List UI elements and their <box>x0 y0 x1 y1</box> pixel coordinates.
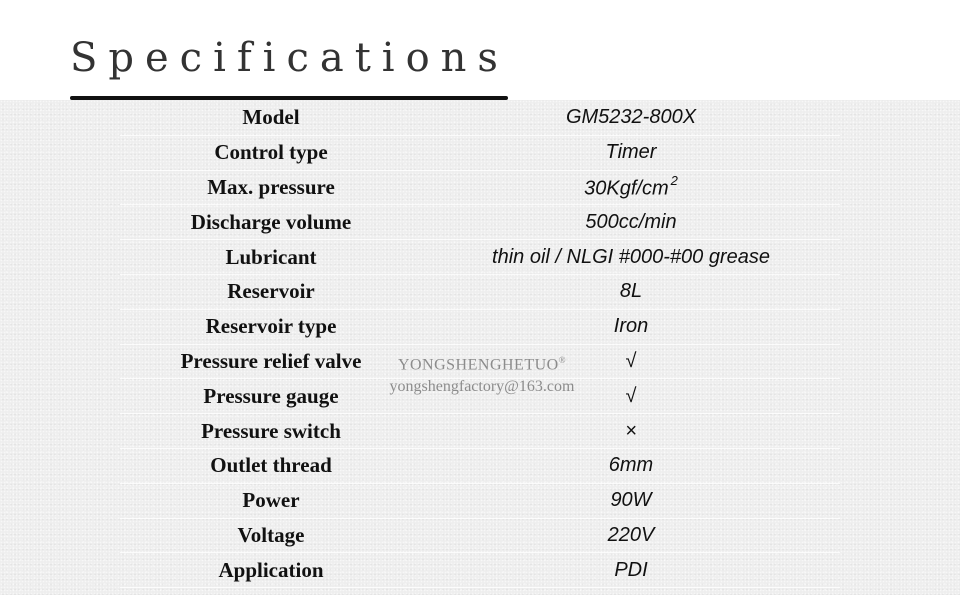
registered-mark-icon: ® <box>558 355 567 365</box>
spec-value: Timer <box>605 141 657 164</box>
spec-label: Power <box>242 488 300 513</box>
spec-label: Max. pressure <box>207 174 335 199</box>
spec-label: Pressure switch <box>201 418 341 443</box>
spec-row-voltage <box>120 519 840 554</box>
spec-row-discharge-volume <box>120 205 840 240</box>
spec-row-outlet-thread <box>120 449 840 484</box>
spec-row-pressure-switch <box>120 414 840 449</box>
spec-value: 220V <box>607 523 655 546</box>
spec-label: Reservoir <box>227 279 315 304</box>
spec-row-reservoir <box>120 275 840 310</box>
spec-label: Outlet thread <box>210 453 332 478</box>
watermark-email: yongshengfactory@163.com <box>389 378 575 396</box>
spec-label: Application <box>218 557 324 582</box>
watermark-brand <box>352 349 612 376</box>
page-title: Specifications <box>70 35 509 81</box>
spec-value-check-icon: √ <box>625 349 637 372</box>
spec-value: thin oil / NLGI #000-#00 grease <box>492 245 770 268</box>
spec-label: Voltage <box>237 522 305 547</box>
spec-row-control-type <box>120 136 840 171</box>
title-underline <box>70 96 508 100</box>
spec-label: Reservoir type <box>205 314 337 339</box>
spec-value-superscript: 2 <box>670 172 678 188</box>
spec-value: 8L <box>619 280 643 303</box>
watermark-brand-text: YONGSHENGHETUO <box>397 356 559 374</box>
spec-value: GM5232-800X <box>565 106 697 129</box>
spec-row-power <box>120 484 840 519</box>
spec-value: PDI <box>614 558 648 581</box>
spec-value: 6mm <box>608 454 654 477</box>
spec-label: Lubricant <box>225 244 317 269</box>
spec-value: 500cc/min <box>585 210 677 233</box>
spec-value-text: 30Kgf/cm <box>584 177 669 200</box>
spec-row-reservoir-type <box>120 310 840 345</box>
spec-row-model <box>120 101 840 136</box>
spec-value-cross-icon: × <box>625 419 637 442</box>
spec-label: Model <box>242 105 300 130</box>
spec-row-max-pressure <box>120 171 840 206</box>
spec-label: Pressure relief valve <box>180 348 362 373</box>
spec-label: Pressure gauge <box>203 383 339 408</box>
spec-row-application <box>120 553 840 588</box>
specifications-table <box>120 101 840 588</box>
watermark <box>352 349 612 398</box>
spec-value-check-icon: √ <box>625 384 637 407</box>
spec-value: Iron <box>613 315 649 338</box>
spec-value: 90W <box>610 489 652 512</box>
spec-row-lubricant <box>120 240 840 275</box>
spec-label: Discharge volume <box>190 209 352 234</box>
spec-value <box>422 172 840 201</box>
spec-label: Control type <box>214 140 328 165</box>
